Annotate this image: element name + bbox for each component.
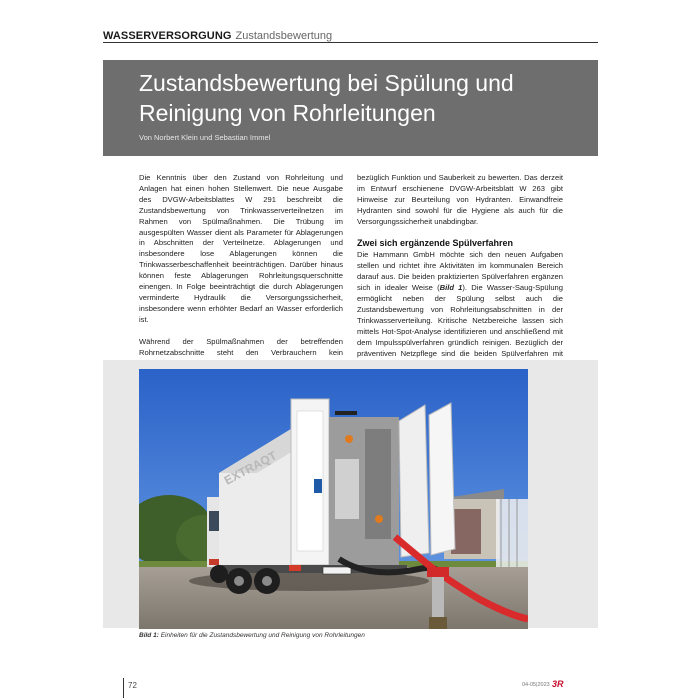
paragraph: Während der Spülmaßnahmen der betreffenden Rohrnetzabschnitte steht den Verbrauchern kein [139, 336, 343, 357]
figure-caption [139, 632, 365, 639]
paragraph-text: Die Hammann GmbH möchte sich den neuen Aufgaben stellen und richtet ihre Aktivitäten im kommunalen Bereich darauf aus. Die beiden praktizierten Spülverfahren ergänzen sich in idealer Weise ( [357, 250, 563, 293]
caption-label: Bild 1: [139, 632, 159, 639]
orange-valve [375, 515, 383, 523]
trailer-photo-illustration [139, 369, 528, 629]
wheel [210, 565, 228, 583]
hydrant-coupling [427, 567, 449, 577]
roof-light [335, 411, 357, 415]
hydrant-base [429, 617, 447, 629]
paragraph: bezüglich Funktion und Sauberkeit zu bewerten. Das derzeit im Entwurf erschienene DVGW-Arbeitsblatt W 263 gibt Hinweise zur Beurteilung von Hydranten. Einwandfreie Hydranten sind sowohl für die Hygiene als auch für die Versorgungssicherheit unabdingbar. [357, 173, 563, 226]
article-title [139, 68, 579, 128]
magazine-logo: 3R [552, 679, 564, 689]
trailer-logo-text: EXTRAQT [221, 448, 280, 488]
issue-number: 04-05|2023 [522, 682, 550, 688]
byline: Von Norbert Klein und Sebastian Immel [139, 133, 271, 142]
rear-door [429, 403, 455, 555]
page-number: 72 [128, 681, 137, 690]
paragraph-text: ). Die Wasser-Saug-Spülung ermöglicht neben der Spülung selbst auch die Zustandsbewertung von Rohrleitungsabschnitten in der Trinkwasserverteilung. Kritische Netzbereiche lassen sich mittels Hot-Spot-Analyse identifizieren und anschließend mit dem Impulsspülverfahren gründlich reinigen. Bezüglich der präventiven Netzpflege sind die beiden Spülverfahren mit [357, 283, 564, 358]
section-name: WASSERVERSORGUNG [103, 30, 232, 42]
title-box [103, 60, 598, 156]
paragraph [357, 250, 563, 370]
license-plate [323, 567, 351, 574]
orange-valve [345, 435, 353, 443]
rear-door [399, 405, 429, 557]
title-line-2: Reinigung von Rohrleitungen [139, 100, 436, 126]
figure-photo [139, 369, 528, 629]
figure-reference: Bild 1 [439, 283, 463, 293]
interior-shelf [335, 459, 359, 519]
tail-light [289, 565, 301, 571]
paragraph: Die Kenntnis über den Zustand von Rohrleitung und Anlagen hat einen hohen Stellenwert. Die neue Ausgabe des DVGW-Arbeitsblattes W 291 beschreibt die Zustandsbewertung von Trinkwasserverteilnetzen im Rahmen von Spülmaßnahmen. Die Trübung im ausgespülten Wasser dient als Parameter für Ablagerungen in Abschnitten der Verteilnetze. Ablagerungen und insbesondere lose Ablagerungen können die Trinkwasserbeschaffenheit beeinträchtigen. Darüber hinaus können feste Ablagerungen Rohrleitungsquerschnitte einengen. In Folge beeinträchtigt die durch Ablagerungen verminderte Hydraulik die Versorgungssicherheit, insbesondere wenn erhöhter Bedarf an Wasser erforderlich ist. [139, 173, 343, 324]
header-rule [103, 42, 598, 43]
building [451, 509, 481, 554]
footer-rule [123, 678, 124, 698]
text-column-2 [357, 173, 563, 370]
blue-logo [314, 479, 322, 493]
title-line-1: Zustandsbewertung bei Spülung und [139, 70, 514, 96]
section-subtitle: Zustandsbewertung [235, 30, 333, 42]
caption-text: Einheiten für die Zustandsbewertung und Reinigung von Rohrleitungen [160, 632, 365, 639]
subheading: Zwei sich ergänzende Spülverfahren [357, 237, 514, 248]
text-column-1 [139, 173, 343, 391]
running-header [103, 26, 598, 42]
